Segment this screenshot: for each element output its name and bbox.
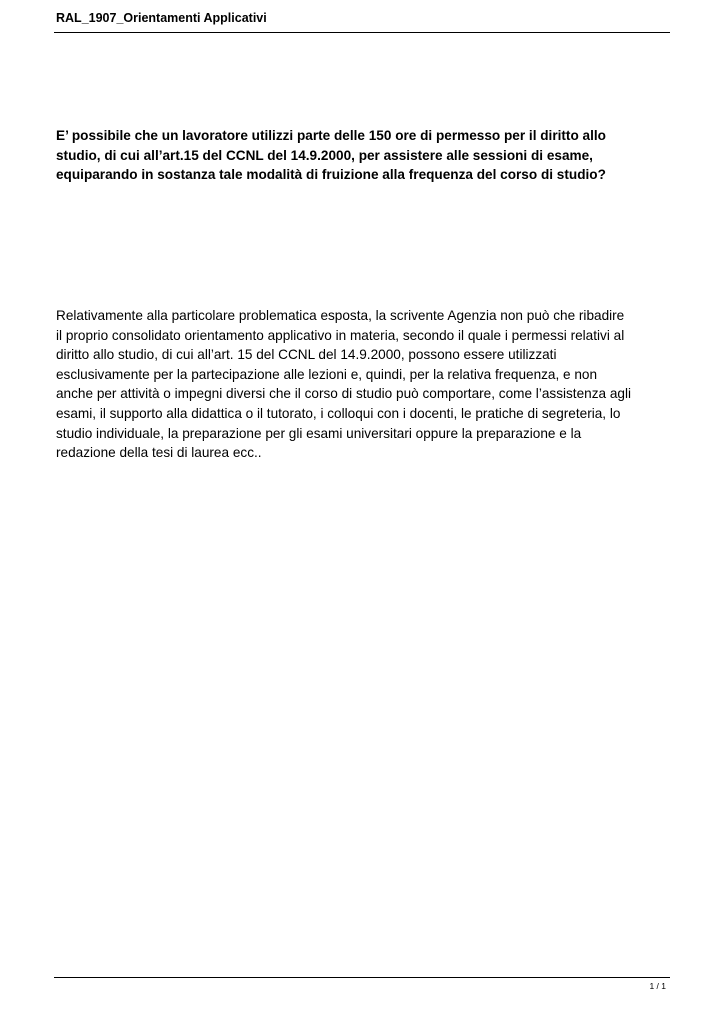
- answer-line: studio individuale, la preparazione per gli esami universitari oppure la preparazione e la: [56, 425, 582, 441]
- document-header-title: RAL_1907_Orientamenti Applicativi: [56, 11, 267, 25]
- question-line: E’ possibile che un lavoratore utilizzi parte delle 150 ore di permesso per il diritto allo: [56, 128, 606, 143]
- answer-line: esclusivamente per la partecipazione alle lezioni e, quindi, per la relativa frequenza, e non: [56, 366, 598, 382]
- question-line: equiparando in sostanza tale modalità di fruizione alla frequenza del corso di studio?: [56, 167, 606, 182]
- answer-line: redazione della tesi di laurea ecc..: [56, 445, 262, 461]
- footer-divider: [54, 977, 670, 978]
- answer-line: il proprio consolidato orientamento applicativo in materia, secondo il quale i permessi relativi al: [56, 327, 625, 343]
- question-paragraph: [56, 126, 672, 185]
- question-line: studio, di cui all’art.15 del CCNL del 14.9.2000, per assistere alle sessioni di esame,: [56, 147, 593, 163]
- answer-paragraph: [56, 306, 672, 463]
- answer-line: esami, il supporto alla didattica o il tutorato, i colloqui con i docenti, le pratiche di segreteria, lo: [56, 405, 621, 421]
- page-number: 1 / 1: [649, 981, 666, 991]
- header-divider: [54, 32, 670, 33]
- answer-line: anche per attività o impegni diversi che il corso di studio può comportare, come l’assistenza agli: [56, 386, 631, 402]
- answer-line: diritto allo studio, di cui all’art. 15 del CCNL del 14.9.2000, possono essere utilizzati: [56, 347, 557, 363]
- answer-line: Relativamente alla particolare problematica esposta, la scrivente Agenzia non può che ribadire: [56, 308, 625, 323]
